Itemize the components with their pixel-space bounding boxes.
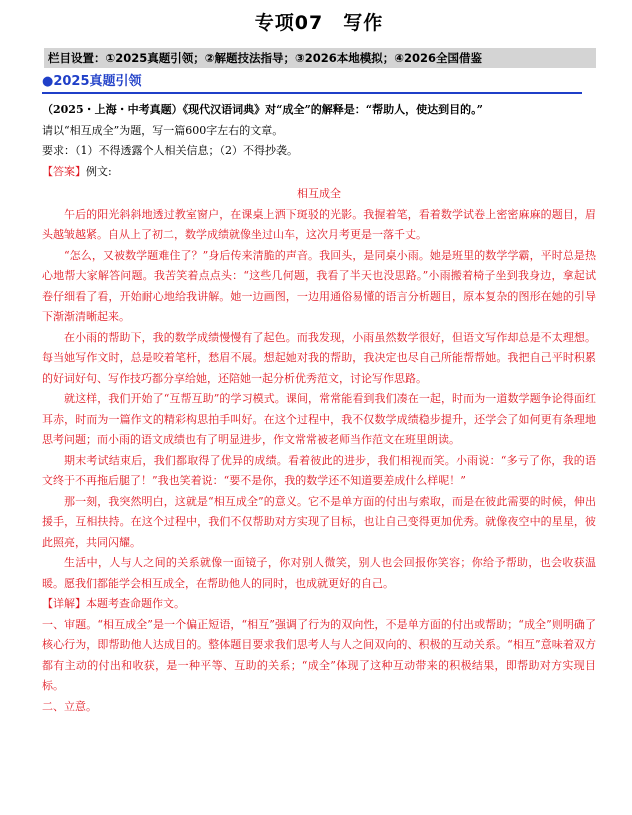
- essay-paragraph: “怎么，又被数学题难住了？”身后传来清脆的声音。我回头，是同桌小雨。她是班里的数学学霸，平时总是热心地帮大家解答问题。我苦笑着点点头：“这些几何题，我看了半天也没思路。”小雨搬着椅子坐到我身边，拿起试卷仔细看了看，开始耐心地给我讲解。她一边画图，一边用通俗易懂的语言分析题目，原本复杂的图形在她的引导下渐渐清晰起来。: [42, 248, 596, 323]
- question-block: [42, 100, 596, 162]
- question-source: （2025・上海・中考真题）《现代汉语词典》对“成全”的解释是：“帮助人，使达到目的。”: [42, 103, 483, 116]
- analysis-shenti: 一、审题。“相互成全”是一个偏正短语，“相互”强调了行为的双向性，不是单方面的付出或帮助；“成全”则明确了核心行为，即帮助他人达成目的。整体题目要求我们思考人与人之间双向的、积极的互动关系。“相互”意味着双方都有主动的付出和收获，是一种平等、互助的关系；“成全”体现了这种互动带来的积极结果，即帮助对方实现目标。: [42, 617, 596, 692]
- essay-paragraph: 生活中，人与人之间的关系就像一面镜子，你对别人微笑，别人也会回报你笑容；你给予帮助，也会收获温暖。愿我们都能学会相互成全，在帮助他人的同时，也成就更好的自己。: [42, 556, 596, 590]
- essay-paragraph: 在小雨的帮助下，我的数学成绩慢慢有了起色。而我发现，小雨虽然数学很好，但语文写作却总是不太理想。每当她写作文时，总是咬着笔杆，愁眉不展。想起她对我的帮助，我决定也尽自己所能帮帮她。我把自己平时积累的好词好句、写作技巧都分享给她，还陪她一起分析优秀范文，讨论写作思路。: [42, 330, 596, 385]
- section-title: 2025真题引领: [53, 74, 142, 89]
- title-row: [42, 0, 596, 44]
- answer-label-row: [42, 162, 596, 183]
- answer-block: [42, 162, 596, 595]
- analysis-label: 【详解】: [42, 597, 86, 610]
- bullet-icon: ●: [42, 74, 54, 89]
- essay-paragraph: 那一刻，我突然明白，这就是“相互成全”的意义。它不是单方面的付出与索取，而是在彼此需要的时候，伸出援手，互相扶持。在这个过程中，我们不仅帮助对方实现了目标，也让自己变得更加优秀。就像夜空中的星星，彼此照亮，共同闪耀。: [42, 494, 596, 549]
- analysis-label-row: [42, 594, 596, 615]
- section-header: [42, 72, 582, 94]
- essay-paragraph: 就这样，我们开始了“互帮互助”的学习模式。课间，常常能看到我们凑在一起，时而为一道数学题争论得面红耳赤，时而为一篇作文的精彩构思拍手叫好。在这个过程中，我不仅数学成绩稳步提升，还学会了如何更有条理地思考问题；而小雨的语文成绩也有了明显进步，作文常常被老师当作范文在班里朗读。: [42, 392, 596, 446]
- analysis-intro: 本题考查命题作文。: [86, 597, 185, 610]
- sample-label: 例文:: [86, 164, 112, 178]
- essay-paragraph: 期末考试结束后，我们都取得了优异的成绩。看着彼此的进步，我们相视而笑。小雨说：“多亏了你，我的语文终于不再拖后腿了！”我也笑着说：“要不是你，我的数学还不知道要差成什么样呢！”: [42, 453, 596, 487]
- page-title: 专项07 写作: [254, 12, 384, 34]
- essay-title: 相互成全: [297, 187, 341, 200]
- answer-label: 【答案】: [42, 164, 86, 178]
- question-requirements: 要求：（1）不得透露个人相关信息；（2）不得抄袭。: [42, 144, 298, 157]
- essay-paragraph: 午后的阳光斜斜地透过教室窗户，在课桌上洒下斑驳的光影。我握着笔，看着数学试卷上密密麻麻的题目，眉头越皱越紧。自从上了初二，数学成绩就像坐过山车，这次月考更是一落千丈。: [42, 207, 596, 241]
- analysis-liyi: 二、立意。: [42, 699, 97, 713]
- question-prompt: 请以“相互成全”为题，写一篇600字左右的文章。: [42, 123, 284, 137]
- column-settings-bar: 栏目设置：①2025真题引领；②解题技法指导；③2026本地模拟；④2026全国借鉴: [44, 48, 596, 68]
- analysis-block: [42, 594, 596, 717]
